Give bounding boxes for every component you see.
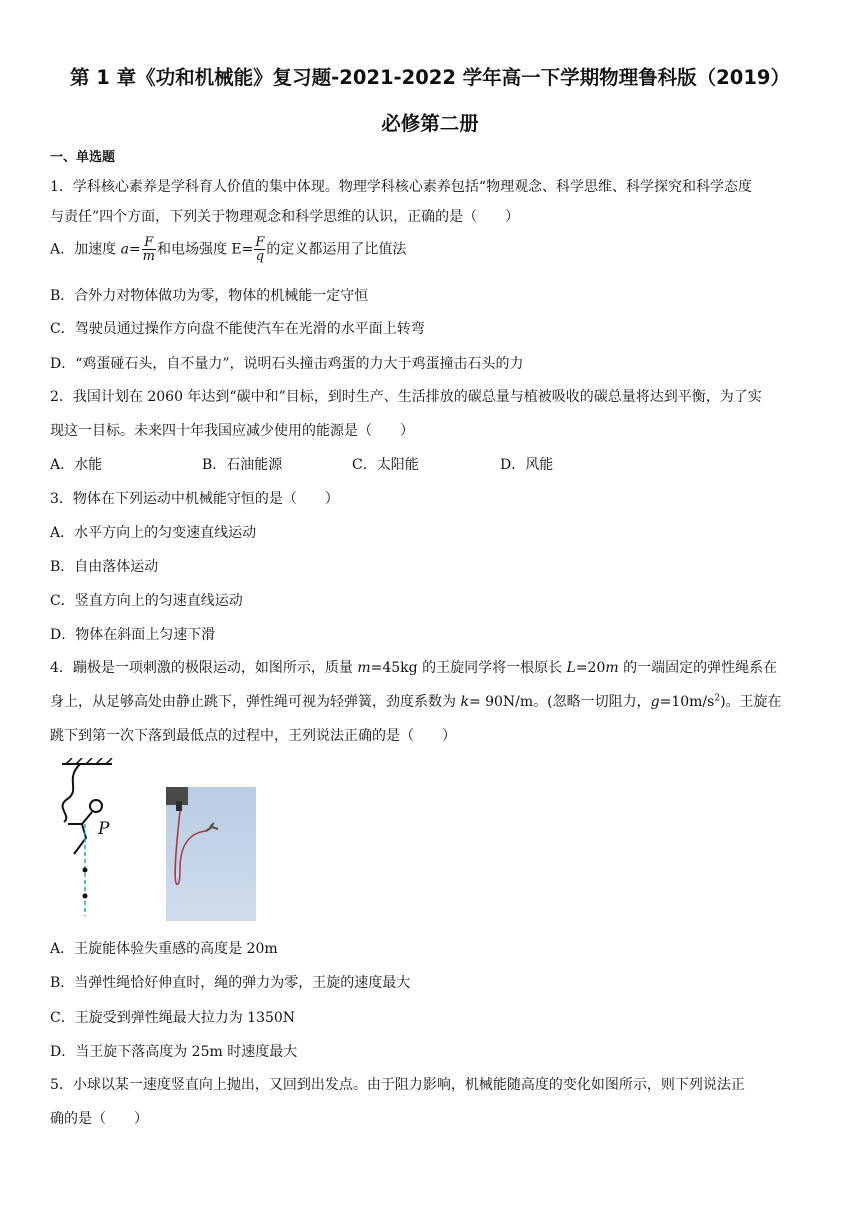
field-fraction xyxy=(254,236,265,263)
q3-stem: 3．物体在下列运动中机械能守恒的是（ ） xyxy=(50,491,339,507)
q4-text-f: = 90N/m。(忽略一切阻力， xyxy=(468,694,651,710)
q4-option-a: A．王旋能体验失重感的高度是 20m xyxy=(50,941,278,957)
q4-stem-line-3: 跳下到第一次下落到最低点的过程中，王列说法正确的是（ ） xyxy=(50,728,456,744)
q4-text-g: =10m/s xyxy=(659,694,715,710)
jumper-legs xyxy=(74,824,86,854)
q4-g-symbol: g xyxy=(650,694,660,710)
q3-option-a: A．水平方向上的匀变速直线运动 xyxy=(50,525,257,541)
q4-stem-line-1 xyxy=(50,657,777,677)
accel-fraction-denominator: m xyxy=(142,249,155,264)
bungee-photo xyxy=(166,787,256,921)
q3-option-c: C．竖直方向上的匀速直线运动 xyxy=(50,593,243,609)
q4-text-h: )。王旋在 xyxy=(720,694,782,710)
elastic-cord xyxy=(63,764,80,822)
q4-text-b: =45kg 的王旋同学将一根原长 xyxy=(370,660,567,676)
section-heading: 一、单选题 xyxy=(50,150,116,165)
q1-equals: = xyxy=(128,241,141,258)
q4-text-a: 4．蹦极是一项刺激的极限运动，如图所示，质量 xyxy=(50,660,358,676)
q1-stem-line-2: 与责任”四个方面，下列关于物理观念和科学思维的认识，正确的是（ ） xyxy=(50,209,520,225)
q1-option-a-middle: 和电场强度 E= xyxy=(156,241,254,258)
q4-superscript: 2 xyxy=(714,693,721,704)
q2-option-c: C．太阳能 xyxy=(352,457,419,473)
q4-text-d: 的一端固定的弹性绳系在 xyxy=(618,660,778,676)
accel-fraction xyxy=(142,236,156,263)
q2-option-d: D．风能 xyxy=(500,457,554,473)
q5-stem-line-2: 确的是（ ） xyxy=(50,1111,148,1127)
q4-length-symbol: L xyxy=(566,660,576,676)
q4-k-symbol: k xyxy=(460,694,469,710)
q2-option-a: A．水能 xyxy=(50,457,103,473)
field-fraction-denominator: q xyxy=(255,249,265,264)
accel-fraction-numerator: F xyxy=(142,236,156,250)
q2-stem-line-1: 2．我国计划在 2060 年达到“碳中和”目标，到时生产、生活排放的碳总量与植被吸收的碳总量将达到平衡，为了实 xyxy=(50,389,762,405)
q3-option-d: D．物体在斜面上匀速下滑 xyxy=(50,627,216,643)
document-title-line-2: 必修第二册 xyxy=(381,112,479,135)
q1-option-c: C．驾驶员通过操作方向盘不能使汽车在光滑的水平面上转弯 xyxy=(50,321,425,337)
q1-option-a-suffix: 的定义都运用了比值法 xyxy=(266,241,407,258)
q4-text-e: 身上，从足够高处由静止跳下，弹性绳可视为轻弹簧，劲度系数为 xyxy=(50,694,461,710)
q4-length-unit: m xyxy=(605,660,619,676)
q1-option-d: D．“鸡蛋碰石头，自不量力”，说明石头撞击鸡蛋的力大于鸡蛋撞击石头的力 xyxy=(50,356,524,372)
jumper-body xyxy=(68,812,92,824)
jumper-head xyxy=(90,800,102,812)
q1-option-a-prefix: A．加速度 xyxy=(50,241,121,258)
q1-stem-line-1: 1．学科核心素养是学科育人价值的集中体现。物理学科核心素养包括“物理观念、科学思维、科学探究和科学态度 xyxy=(50,179,753,195)
q1-accel-symbol: a xyxy=(120,241,129,258)
q3-option-b: B．自由落体运动 xyxy=(50,559,159,575)
document-title-line-1: 第 1 章《功和机械能》复习题-2021-2022 学年高一下学期物理鲁科版（2019） xyxy=(70,66,790,89)
marker-point-1 xyxy=(83,868,88,873)
q1-option-a xyxy=(50,236,406,263)
platform-post xyxy=(176,801,182,811)
q4-text-c: =20 xyxy=(575,660,606,676)
q2-option-b: B．石油能源 xyxy=(202,457,283,473)
q4-option-d: D．当王旋下落高度为 25m 时速度最大 xyxy=(50,1044,298,1060)
field-fraction-numerator: F xyxy=(255,235,265,250)
q2-stem-line-2: 现这一目标。未来四十年我国应减少使用的能源是（ ） xyxy=(50,423,414,439)
q4-option-b: B．当弹性绳恰好伸直时，绳的弹力为零，王旋的速度最大 xyxy=(50,975,411,991)
q4-option-c: C．王旋受到弹性绳最大拉力为 1350N xyxy=(50,1010,296,1026)
q5-stem-line-1: 5．小球以某一速度竖直向上抛出，又回到出发点。由于阻力影响，机械能随高度的变化如图所示，则下列说法正 xyxy=(50,1077,745,1093)
bungee-diagram xyxy=(52,758,122,918)
q4-stem-line-2 xyxy=(50,691,782,711)
marker-point-2 xyxy=(83,894,88,899)
q1-option-b: B．合外力对物体做功为零，物体的机械能一定守恒 xyxy=(50,288,369,304)
q4-mass-symbol: m xyxy=(357,660,371,676)
point-p-label: P xyxy=(98,819,110,839)
